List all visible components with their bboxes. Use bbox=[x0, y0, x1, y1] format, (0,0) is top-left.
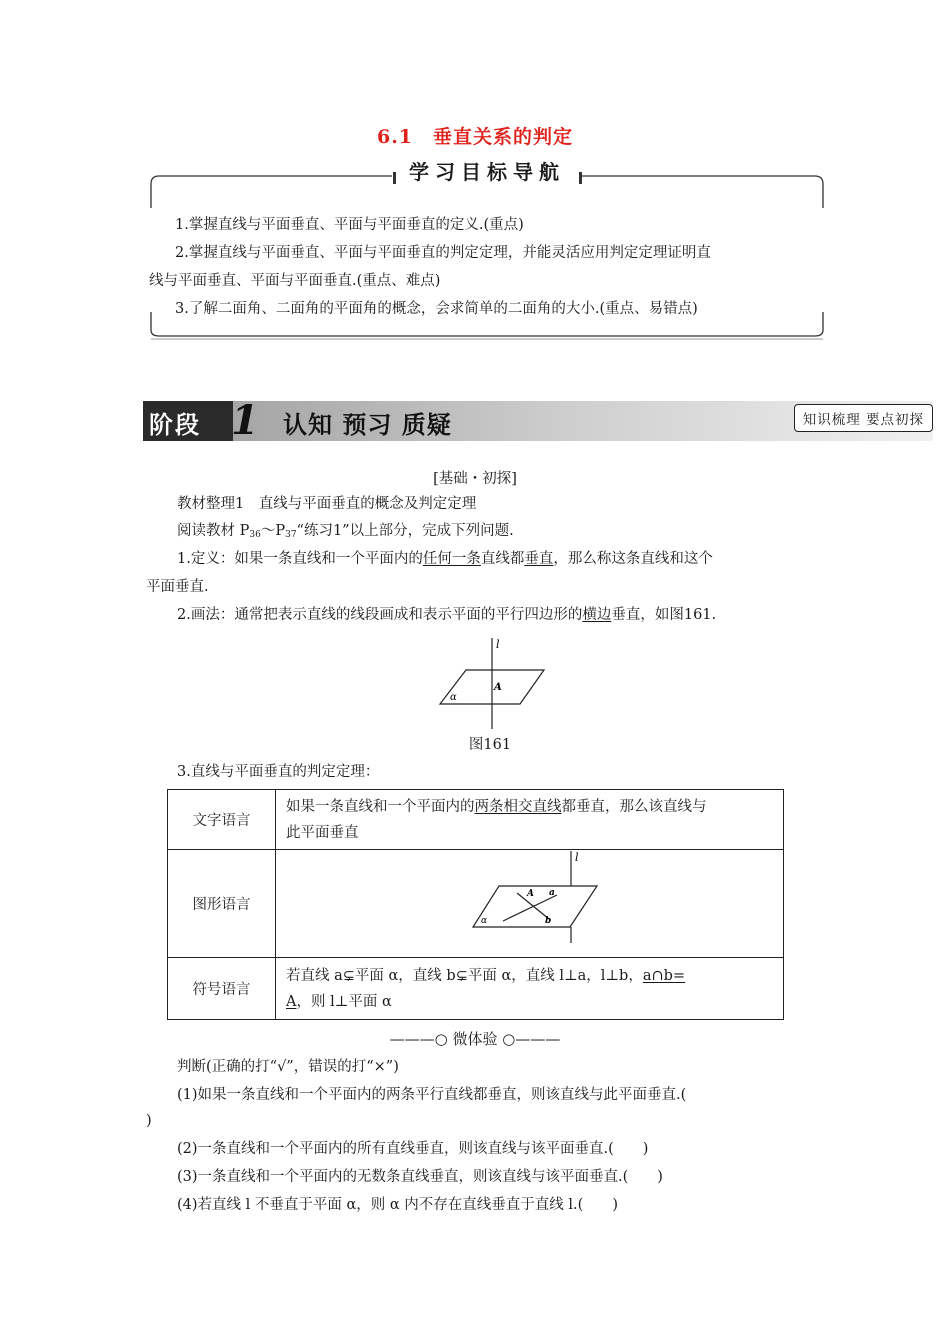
row-label-text: 文字语言 bbox=[168, 790, 276, 850]
question-1: (1)如果一条直线和一个平面内的两条平行直线都垂直，则该直线与此平面垂直.( bbox=[177, 1087, 687, 1103]
stage-banner bbox=[143, 397, 933, 444]
row-label-symbol: 符号语言 bbox=[168, 958, 276, 1020]
stage-number: 1 bbox=[231, 397, 259, 444]
theorem-label-A: A bbox=[527, 889, 534, 899]
goal-item-2: 2.掌握直线与平面垂直、平面与平面垂直的判定定理，并能灵活应用判定定理证明直 bbox=[175, 245, 711, 261]
table-row bbox=[168, 850, 784, 958]
theorem-label-alpha: α bbox=[481, 916, 488, 926]
question-1-cont: ) bbox=[146, 1113, 152, 1129]
stage-title: 认知 预习 质疑 bbox=[283, 410, 452, 439]
theorem-figure bbox=[277, 851, 782, 956]
definition-line: 1.定义：如果一条直线和一个平面内的任何一条直线都垂直，那么称这条直线和这个 bbox=[177, 551, 713, 567]
table-row bbox=[168, 790, 784, 850]
section-topic: 教材整理1 直线与平面垂直的概念及判定定理 bbox=[177, 496, 477, 512]
goal-item-3: 3.了解二面角、二面角的平面角的概念，会求简单的二面角的大小.(重点、易错点) bbox=[175, 301, 698, 317]
definition-line-cont: 平面垂直. bbox=[146, 579, 209, 595]
figure-161 bbox=[430, 634, 550, 734]
row-content-text: 如果一条直线和一个平面内的两条相交直线都垂直，那么该直线与 此平面垂直 bbox=[276, 790, 784, 850]
page-title: 6.1 垂直关系的判定 bbox=[376, 126, 574, 148]
question-4: (4)若直线 l 不垂直于平面 α，则 α 内不存在直线垂直于直线 l.( ) bbox=[177, 1197, 618, 1213]
drawing-line: 2.画法：通常把表示直线的线段画成和表示平面的平行四边形的横边垂直，如图161. bbox=[177, 607, 717, 623]
reading-line: 阅读教材 $P_{36}\sim P_{37}“$练习1”以上部分，完成下列问题. bbox=[177, 523, 514, 540]
micro-heading: ———○ 微体验 ○——— bbox=[389, 1030, 561, 1048]
table-row bbox=[168, 958, 784, 1020]
goal-item-1: 1.掌握直线与平面垂直、平面与平面垂直的定义.(重点) bbox=[175, 217, 524, 233]
figure-caption: 图161 bbox=[468, 737, 512, 753]
learning-goals-box bbox=[147, 160, 827, 337]
theorem-label-l: l bbox=[575, 851, 579, 864]
figure-label-l: l bbox=[496, 638, 500, 651]
goals-heading: 学习目标导航 bbox=[397, 160, 577, 184]
row-content-figure bbox=[276, 850, 784, 958]
theorem-label-b: b bbox=[545, 916, 552, 926]
row-content-symbol: 若直线 a⊊平面 α，直线 b⊊平面 α，直线 l⊥a，l⊥b，a∩b= A，则 l⊥平面 α bbox=[276, 958, 784, 1020]
goal-item-2-cont: 线与平面垂直、平面与平面垂直.(重点、难点) bbox=[149, 273, 441, 289]
theorem-label-a: a bbox=[549, 888, 555, 898]
stage-tag: 知识梳理 要点初探 bbox=[794, 404, 933, 432]
row-label-figure: 图形语言 bbox=[168, 850, 276, 958]
figure-label-alpha: α bbox=[450, 692, 457, 703]
question-2: (2)一条直线和一个平面内的所有直线垂直，则该直线与该平面垂直.( ) bbox=[177, 1141, 649, 1157]
question-3: (3)一条直线和一个平面内的无数条直线垂直，则该直线与该平面垂直.( ) bbox=[177, 1169, 663, 1185]
theorem-heading: 3.直线与平面垂直的判定定理： bbox=[177, 764, 380, 780]
micro-intro: 判断(正确的打“√”，错误的打“×”) bbox=[177, 1059, 399, 1075]
figure-label-A: A bbox=[494, 682, 502, 693]
stage-label: 阶段 bbox=[149, 410, 201, 439]
section-bracket: [基础・初探] bbox=[433, 471, 517, 487]
theorem-table bbox=[167, 789, 784, 1020]
